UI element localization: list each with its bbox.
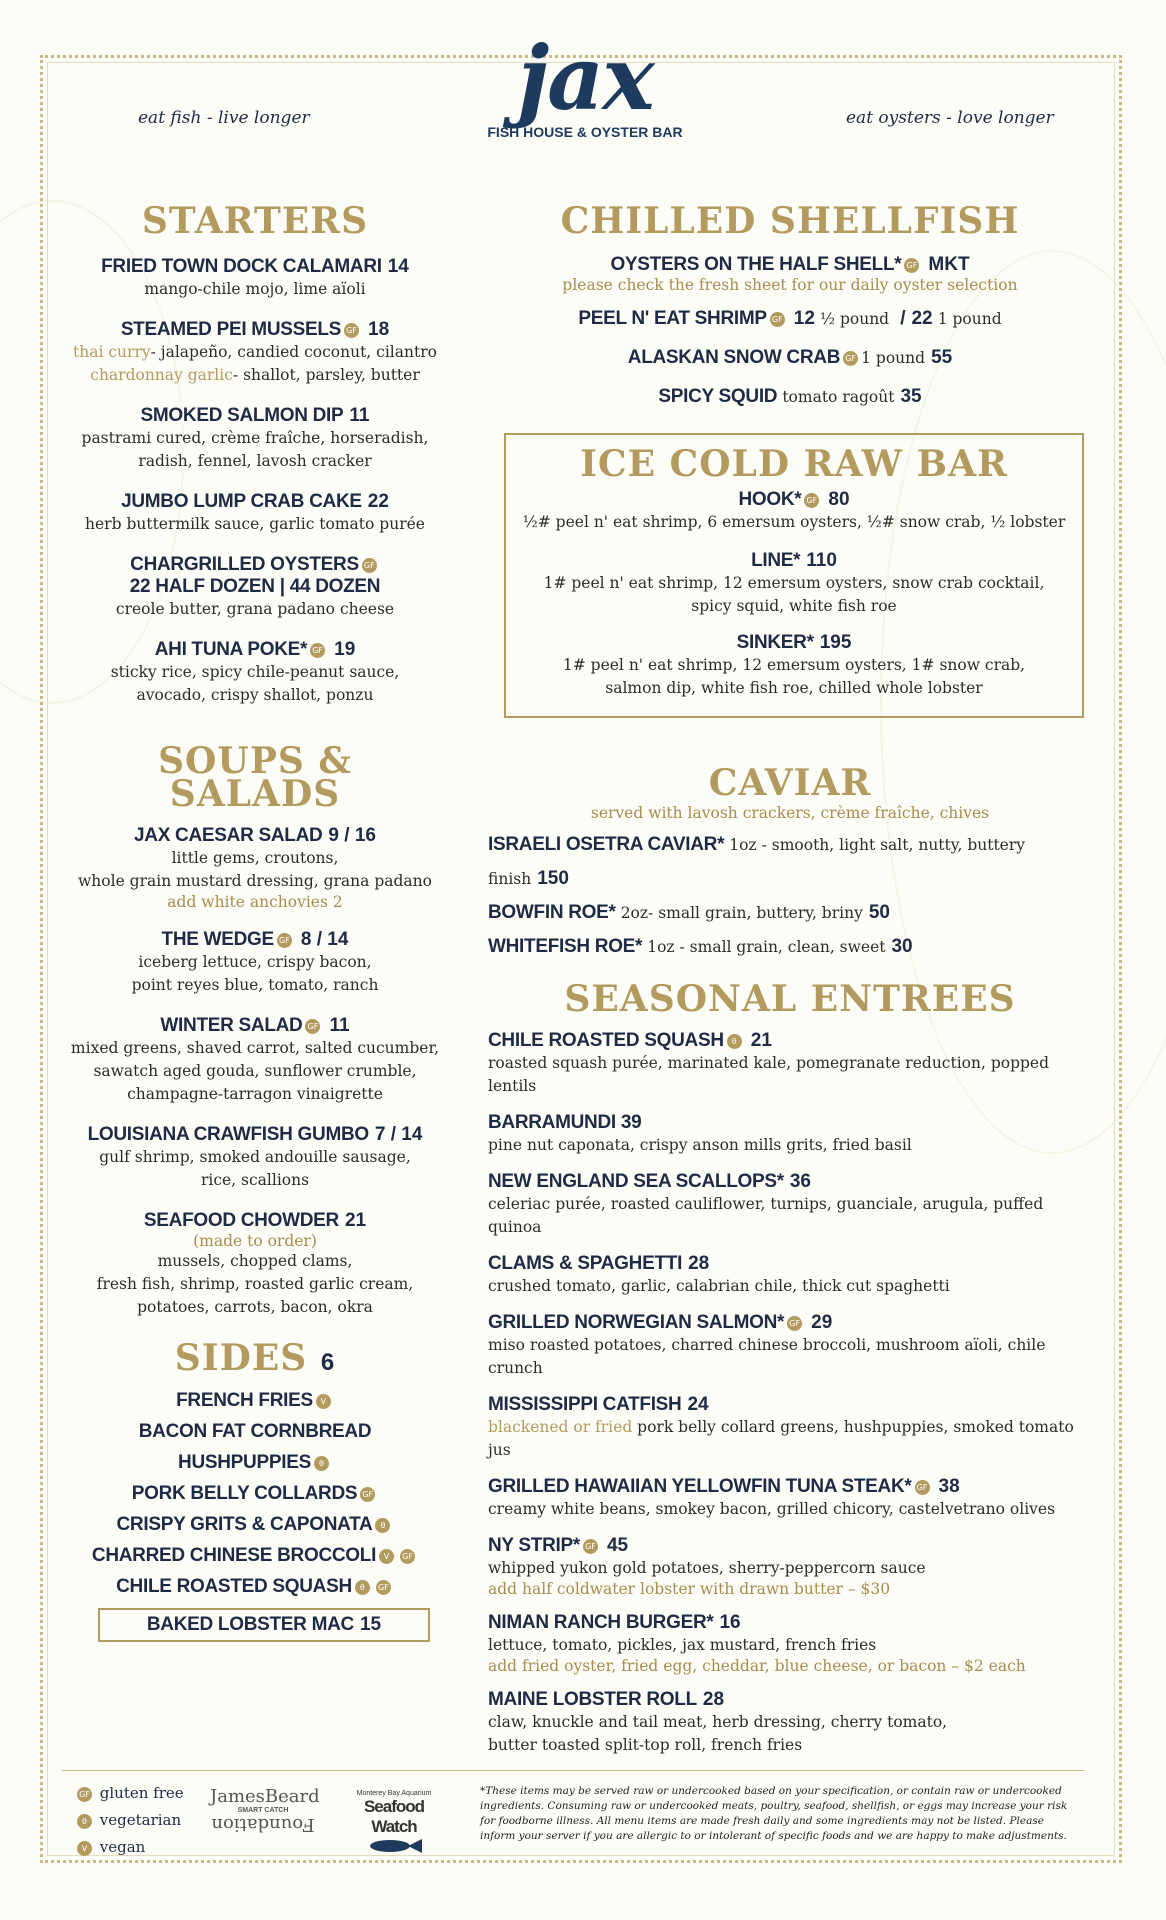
menu-item: NEW ENGLAND SEA SCALLOPS* 36 celeriac purée, roasted cauliflower, turnips, guanciale, arugula, puffed quinoa [488,1171,1044,1236]
menu-item: NY STRIP* GF 45 whipped yukon gold potatoes, sherry-peppercorn sauce add half coldwater lobster with drawn butter – $30 [488,1535,926,1598]
gluten-free-icon: GF [77,1787,92,1802]
gluten-free-icon: GF [362,558,377,573]
shellfish-heading: CHILLED SHELLFISH [560,200,1020,242]
menu-item: MISSISSIPPI CATFISH 24 blackened or fried pork belly collard greens, hushpuppies, smoked tomato jus [488,1394,1074,1459]
sides-heading: SIDES 6 [174,1337,336,1379]
gluten-free-icon: GF [376,1580,391,1595]
vegetarian-icon: θ [77,1814,92,1829]
menu-item: BARRAMUNDI 39 pine nut caponata, crispy anson mills grits, fried basil [488,1112,912,1154]
menu-item: WHITEFISH ROE* 1oz - small grain, clean, sweet 30 [488,936,913,957]
gluten-free-icon: GF [804,493,819,508]
gluten-free-icon: GF [310,643,325,658]
menu-item: HOOK* GF 80 ½# peel n' eat shrimp, 6 emersum oysters, ½# snow crab, ½ lobster [522,489,1066,531]
gluten-free-icon: GF [843,351,858,366]
menu-item: NIMAN RANCH BURGER* 16 lettuce, tomato, pickles, jax mustard, french fries add fried oyster, fried egg, cheddar, blue cheese, or bacon – $2 each [488,1612,1026,1675]
gluten-free-icon: GF [904,258,919,273]
vegan-icon: V [316,1394,331,1409]
raw-bar-box [504,433,1084,718]
menu-item: JAX CAESAR SALAD 9 / 16 little gems, croutons, whole grain mustard dressing, grana padano add white anchovies 2 [78,825,432,911]
logo-subtitle: FISH HOUSE & OYSTER BAR [487,124,683,140]
menu-item: MAINE LOBSTER ROLL 28 claw, knuckle and tail meat, herb dressing, cherry tomato, butter toasted split-top roll, french fries [488,1689,948,1754]
gluten-free-icon: GF [277,933,292,948]
vegetarian-icon: θ [727,1034,742,1049]
lobster-mac-box: BAKED LOBSTER MAC 15 [98,1608,430,1642]
gluten-free-icon: GF [915,1480,930,1495]
menu-item: LINE* 110 1# peel n' eat shrimp, 12 emersum oysters, snow crab cocktail, spicy squid, white fish roe [543,550,1045,615]
soups-list [60,825,450,1319]
menu-item: PEEL N' EAT SHRIMP GF 12 ½ pound / 22 1 pound [578,308,1002,329]
menu-item: SMOKED SALMON DIP 11 pastrami cured, crème fraîche, horseradish, radish, fennel, lavosh cracker [81,405,429,470]
entrees-list [488,1030,1092,1757]
menu-item: ISRAELI OSETRA CAVIAR* 1oz - smooth, light salt, nutty, buttery finish 150 [488,834,1026,889]
menu-item: SPICY SQUID tomato ragoût 35 [658,386,922,407]
gluten-free-icon: GF [305,1019,320,1034]
starters-list [60,256,450,707]
logo-wordmark: jax [517,26,653,130]
right-column: CHILLED SHELLFISH OYSTERS ON THE HALF SHELL* GF MKT please check the fresh sheet for our daily oyster selection PEEL N' EAT SHRIMP GF 12 ½ pound / 22 1 pound ALASKAN SNOW CRAB GF 1 pound 55 SPICY SQUID tomato ragoût 35 ICE COLD RAW BAR HOOK* GF 80 ½# peel n' eat shrimp, 6 emersum oysters, ½# snow crab, ½ lobster LINE* 110 1# peel n' eat shrimp, 12 emersum oysters, snow crab cocktail, spicy squid, white fish roe SINKER* 195 1# peel n' eat shrimp, 12 emersum oysters, 1# snow crab, salmon dip, white fish roe, chilled whole lobster CAVIAR served with lavosh crackers, crème fraîche, chives ISRAELI OSETRA CAVIAR* 1oz - smooth, light salt, nutty, buttery finish 150 BOWFIN ROE* 2oz- small grain, buttery, briny 50 WHITEFISH ROE* 1oz - small grain, clean, sweet 30 SEASONAL ENTREES CHILE ROASTED SQUASH θ 21 roasted squash purée, marinated kale, pomegranate reduction, popped lentils BARRAMUNDI 39 pine nut caponata, crispy anson mills grits, fried basil NEW ENGLAND SEA SCALLOPS* 36 celeriac purée, roasted cauliflower, turnips, guanciale, arugula, puffed quinoa CLAMS & SPAGHETTI 28 crushed tomato, garlic, calabrian chile, thick cut spaghetti GRILLED NORWEGIAN SALMON* GF 29 miso roasted potatoes, charred chinese broccoli, mushroom aïoli, chile crunch MISSISSIPPI CATFISH 24 blackened or fried pork belly collard greens, hushpuppies, smoked tomato jus GRILLED HAWAIIAN YELLOWFIN TUNA STEAK* GF 38 creamy white beans, smokey bacon, grilled chicory, castelvetrano olives NY STRIP* GF 45 whipped yukon gold potatoes, sherry-peppercorn sauce add half coldwater lobster with drawn butter – $30 NIMAN RANCH BURGER* 16 lettuce, tomato, pickles, jax mustard, french fries add fried oyster, fried egg, cheddar, blue cheese, or bacon – $2 each MAINE LOBSTER ROLL 28 claw, knuckle and tail meat, herb dressing, cherry tomato, butter toasted split-top roll, french fries [488,200,1092,1757]
menu-item: STEAMED PEI MUSSELS GF 18 thai curry- jalapeño, candied coconut, cilantro chardonnay garlic- shallot, parsley, butter [73,319,437,384]
menu-item: CLAMS & SPAGHETTI 28 crushed tomato, garlic, calabrian chile, thick cut spaghetti [488,1253,950,1295]
side-item: CHARRED CHINESE BROCCOLI V GF [60,1540,450,1571]
disclaimer: *These items may be served raw or undercooked based on your specification, or contain raw or undercooked ingredients. Consuming raw or undercooked meats, poultry, seafood, shellfish, or eggs may increase your risk for foodborne illness. All menu items are made fresh daily and some ingredients may not be listed. Please inform your server if you are allergic to or intolerant of specific foods and we are happy to make adjustments. [480,1785,1068,1842]
caviar-heading: CAVIAR [708,762,872,804]
side-item: BACON FAT CORNBREAD [138,1421,372,1442]
menu-item: CHILE ROASTED SQUASH θ 21 roasted squash purée, marinated kale, pomegranate reduction, popped lentils [488,1030,1050,1095]
caviar-list [488,828,1092,964]
seafood-watch-logo: Monterey Bay Aquarium Seafood Watch [346,1790,442,1859]
side-item: PORK BELLY COLLARDS GF [60,1478,450,1509]
menu-item: FRIED TOWN DOCK CALAMARI 14 mango-chile mojo, lime aïoli [101,256,409,298]
james-beard-logo: JamesBeard SMART CATCH Foundation [210,1786,320,1835]
menu-item: GRILLED HAWAIIAN YELLOWFIN TUNA STEAK* GF 38 creamy white beans, smokey bacon, grilled chicory, castelvetrano olives [488,1476,1056,1518]
menu-item: ALASKAN SNOW CRAB GF 1 pound 55 [627,347,953,368]
menu-item: GRILLED NORWEGIAN SALMON* GF 29 miso roasted potatoes, charred chinese broccoli, mushroom aïoli, chile crunch [488,1312,1046,1377]
fish-logo-icon [364,1837,424,1855]
menu-item: SEAFOOD CHOWDER 21 (made to order) mussels, chopped clams, fresh fish, shrimp, roasted garlic cream, potatoes, carrots, bacon, okra [96,1210,414,1316]
legend-item: GF gluten free [74,1780,184,1807]
logo [430,26,740,140]
sides-list [60,1385,450,1642]
left-column [60,200,450,1642]
side-item: HUSHPUPPIES θ [60,1447,450,1478]
menu-item: OYSTERS ON THE HALF SHELL* GF MKT [610,254,970,275]
menu-item: AHI TUNA POKE* GF 19 sticky rice, spicy chile-peanut sauce, avocado, crispy shallot, ponzu [110,639,400,704]
gluten-free-icon: GF [360,1487,375,1502]
shellfish-list: OYSTERS ON THE HALF SHELL* GF MKT please check the fresh sheet for our daily oyster selection PEEL N' EAT SHRIMP GF 12 ½ pound / 22 1 pound ALASKAN SNOW CRAB GF 1 pound 55 SPICY SQUID tomato ragoût 35 [488,254,1092,409]
side-item: CHILE ROASTED SQUASH θ GF [60,1571,450,1602]
menu-item: WINTER SALAD GF 11 mixed greens, shaved carrot, salted cucumber, sawatch aged gouda, sunflower crumble, champagne-tarragon vinaigrette [70,1015,440,1103]
footer-divider [62,1770,1084,1771]
soups-heading: SOUPS & SALADS [158,740,352,815]
menu-item: LOUISIANA CRAWFISH GUMBO 7 / 14 gulf shrimp, smoked andouille sausage, rice, scallions [87,1124,423,1189]
gluten-free-icon: GF [770,312,785,327]
side-item: FRENCH FRIES V [60,1385,450,1416]
menu-item: SINKER* 195 1# peel n' eat shrimp, 12 emersum oysters, 1# snow crab, salmon dip, white fish roe, chilled whole lobster [562,632,1026,697]
tagline-left: eat fish - live longer [138,108,310,128]
starters-heading: STARTERS [141,200,369,242]
vegetarian-icon: θ [375,1518,390,1533]
dietary-legend [74,1780,184,1861]
gluten-free-icon: GF [787,1316,802,1331]
vegetarian-icon: θ [355,1580,370,1595]
menu-item: THE WEDGE GF 8 / 14 iceberg lettuce, crispy bacon, point reyes blue, tomato, ranch [131,929,379,994]
gluten-free-icon: GF [344,323,359,338]
legend-item: V vegan [74,1834,184,1861]
menu-item: BOWFIN ROE* 2oz- small grain, buttery, briny 50 [488,902,890,923]
menu-item: JUMBO LUMP CRAB CAKE 22 herb buttermilk sauce, garlic tomato purée [85,491,425,533]
side-item: CRISPY GRITS & CAPONATA θ [60,1509,450,1540]
vegan-icon: V [379,1549,394,1564]
sides-price: 6 [320,1349,336,1376]
tagline-right: eat oysters - love longer [846,108,1054,128]
legend-item: θ vegetarian [74,1807,184,1834]
raw-bar-heading: ICE COLD RAW BAR [580,443,1008,485]
gluten-free-icon: GF [583,1539,598,1554]
menu-item: CHARGRILLED OYSTERS GF 22 HALF DOZEN | 44 DOZEN creole butter, grana padano cheese [115,554,395,618]
vegetarian-icon: θ [314,1456,329,1471]
entrees-heading: SEASONAL ENTREES [564,978,1016,1020]
gluten-free-icon: GF [400,1549,415,1564]
vegan-icon: V [77,1841,92,1856]
